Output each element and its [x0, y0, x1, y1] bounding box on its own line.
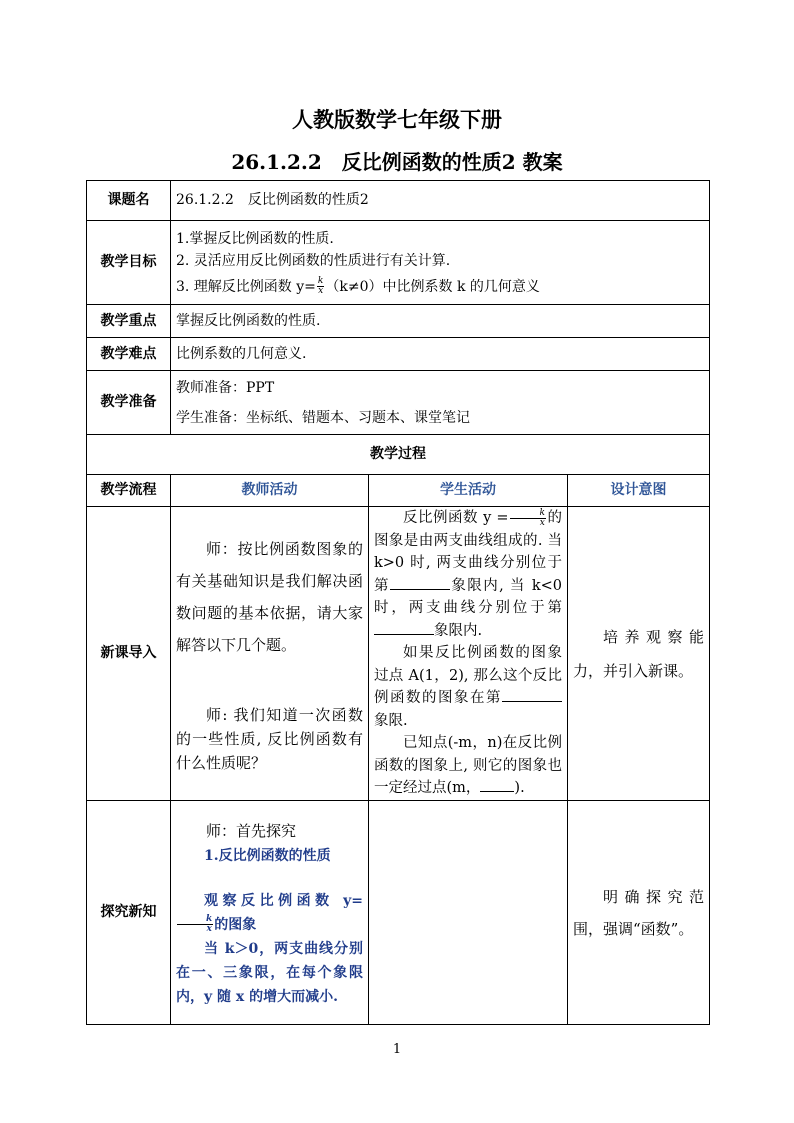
row-intro — [87, 507, 710, 801]
intro-intent-text: 培养观察能力，并引入新课。 — [573, 627, 705, 680]
intro-design-intent — [568, 507, 710, 801]
student-p2-text: 如果反比例函数的图象过点 A(1，2), 那么这个反比例函数的图象在第 — [374, 645, 562, 707]
explore-teacher-p3: 当 k＞0，两支曲线分别在一、三象限，在每个象限内，y 随 x 的增大而减小. — [176, 940, 363, 1005]
student-p2-end: 象限. — [374, 712, 408, 729]
row-difficulty — [87, 338, 710, 371]
intro-student-activity — [369, 507, 568, 801]
objective-1: 1.掌握反比例函数的性质. — [176, 230, 334, 247]
intro-flow-label: 新课导入 — [87, 507, 171, 801]
intro-teacher-p2: 师: 我们知道一次函数的一些性质, 反比例函数有什么性质呢？ — [176, 705, 363, 772]
frac-denominator: x — [539, 517, 545, 528]
frac-numerator: k — [510, 509, 546, 519]
header-student: 学生活动 — [369, 475, 568, 507]
intro-student-p1 — [374, 507, 562, 642]
student-p3-text: 已知点(-m，n)在反比例函数的图象上, 则它的图象也一定经过点(m， — [374, 735, 562, 797]
explore-teacher-activity — [171, 801, 369, 1025]
objective-3-pre: 3. 理解反比例函数 y= — [176, 278, 316, 295]
explore-teacher-p2 — [176, 889, 363, 937]
objective-3 — [176, 276, 704, 298]
explore-teacher-p1: 师：首先探究 — [206, 821, 297, 840]
student-preparation: 学生准备：坐标纸、错题本、习题本、课堂笔记 — [176, 409, 470, 426]
lesson-plan-table — [86, 180, 710, 1025]
difficulty-label: 教学难点 — [87, 338, 171, 371]
student-p1-mid: 象限内, 当 k<0 时，两支曲线分别位于第 — [374, 577, 562, 617]
objectives-content — [171, 221, 710, 305]
student-p3-end: ). — [514, 780, 525, 797]
objective-3-post: （k≠0）中比例系数 k 的几何意义 — [325, 278, 540, 295]
page-number: 1 — [392, 1042, 402, 1057]
frac-numerator: k — [177, 915, 213, 925]
intro-teacher-activity — [171, 507, 369, 801]
header-flow: 教学流程 — [87, 475, 171, 507]
difficulty-value: 比例系数的几何意义. — [171, 338, 710, 371]
objectives-label: 教学目标 — [87, 221, 171, 305]
intro-student-p3 — [374, 732, 562, 800]
topic-label: 课题名 — [87, 181, 171, 221]
fraction-k-over-x-explore — [177, 915, 213, 934]
document-subtitle: 26.1.2.2 反比例函数的性质2 教案 — [231, 150, 563, 174]
explore-p2-post: 的图象 — [214, 916, 257, 933]
intro-teacher-p1: 师：按比例函数图象的有关基础知识是我们解决函数问题的基本依据，请大家解答以下几个题。 — [176, 539, 363, 654]
topic-value: 26.1.2.2 反比例函数的性质2 — [171, 181, 710, 221]
explore-teacher-heading: 1.反比例函数的性质 — [204, 847, 331, 864]
frac-numerator: k — [317, 276, 324, 286]
row-topic — [87, 181, 710, 221]
explore-student-activity — [369, 801, 568, 1025]
preparation-content — [171, 371, 710, 435]
fraction-k-over-x-student — [510, 509, 546, 528]
frac-denominator: x — [318, 286, 324, 296]
intro-student-p2 — [374, 642, 562, 732]
row-key-point — [87, 305, 710, 338]
row-process-title — [87, 435, 710, 475]
preparation-label: 教学准备 — [87, 371, 171, 435]
answer-blank[interactable] — [502, 701, 562, 702]
row-preparation — [87, 371, 710, 435]
frac-denominator: x — [206, 924, 212, 934]
student-p1-pre: 反比例函数 y = — [403, 510, 509, 527]
row-headers — [87, 475, 710, 507]
fraction-k-over-x — [317, 277, 324, 296]
process-title: 教学过程 — [87, 435, 710, 475]
key-point-value: 掌握反比例函数的性质. — [171, 305, 710, 338]
header-intent: 设计意图 — [568, 475, 710, 507]
student-p1-end: 象限内. — [434, 622, 483, 639]
document-title: 人教版数学七年级下册 — [292, 107, 502, 132]
header-teacher: 教师活动 — [171, 475, 369, 507]
answer-blank[interactable] — [480, 791, 514, 792]
explore-design-intent — [568, 801, 710, 1025]
objective-2: 2. 灵活应用反比例函数的性质进行有关计算. — [176, 252, 451, 269]
explore-p2-pre: 观察反比例函数 y= — [204, 892, 363, 909]
key-point-label: 教学重点 — [87, 305, 171, 338]
explore-flow-label: 探究新知 — [87, 801, 171, 1025]
row-objectives — [87, 221, 710, 305]
answer-blank[interactable] — [390, 589, 450, 590]
answer-blank[interactable] — [374, 634, 434, 635]
row-explore — [87, 801, 710, 1025]
student-p1-post: 的图象是由两支曲线组成的. 当 k>0 时, 两支曲线分别位于第 — [374, 510, 563, 594]
explore-intent-text: 明确探究范围，强调“函数”。 — [573, 887, 705, 938]
teacher-preparation: 教师准备：PPT — [176, 379, 275, 396]
